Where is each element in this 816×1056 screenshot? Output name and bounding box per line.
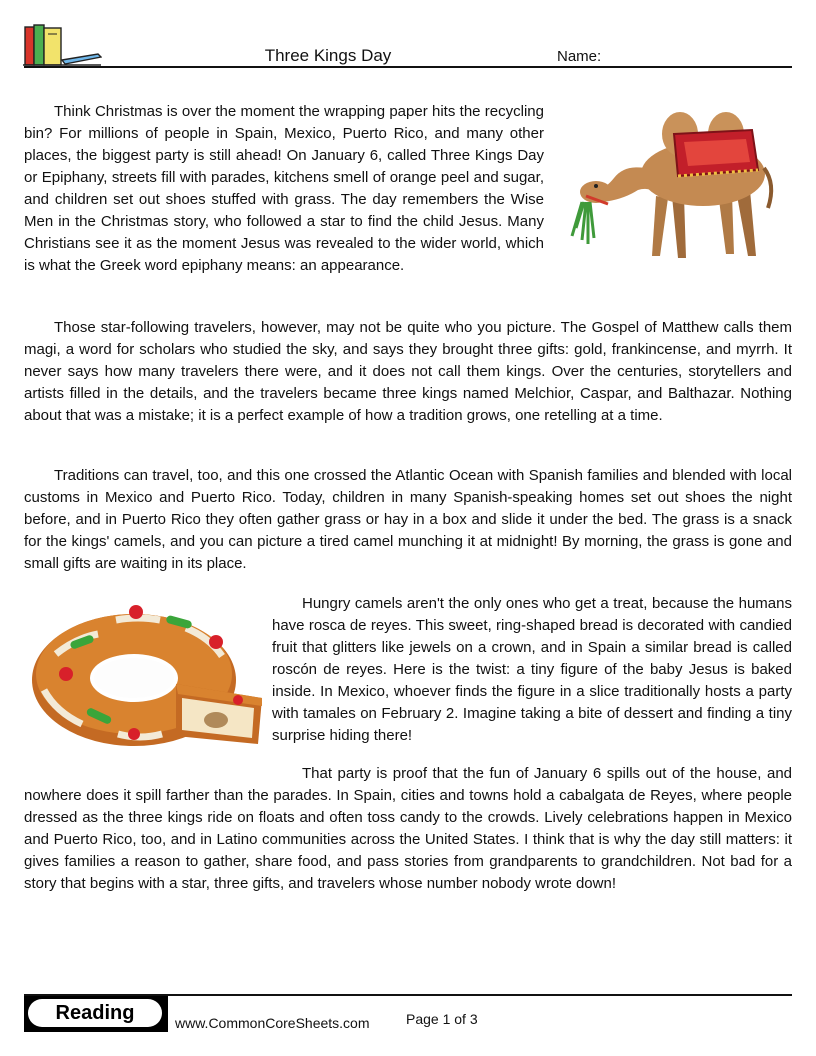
header-divider bbox=[24, 66, 792, 68]
paragraph-1: Think Christmas is over the moment the wrapping paper hits the recycling bin? For millions of people in Spain, Mexico, Puerto Rico, and many other places, the biggest party is still ahead! On January 6, called Three Kings Day or Epiphany, streets fill with parades, kitchens smell of orange peel and sugar, and children set out shoes stuffed with grass. The day remembers the Wise Men in the Christmas story, who followed a star to find the child Jesus. Many Christians see it as the moment Jesus was revealed to the wider world, which is what the Greek word epiphany means: an appearance. bbox=[24, 103, 544, 274]
reading-badge-label: Reading bbox=[28, 999, 162, 1027]
rosca-de-reyes-illustration bbox=[26, 594, 270, 762]
paragraph-4: Hungry camels aren't the only ones who get a treat, because the humans have rosca de reyes. This sweet, ring-shaped bread is decorated with candied fruit that glitters like jewels on a crown, and in Spain a similar bread is called roscón de reyes. Here is the twist: a tiny figure of the baby Jesus is baked inside. In Mexico, whoever finds the figure in a slice traditionally hosts a party with tamales on February 2. Imagine taking a bite of dessert and finding a tiny surprise hiding there! bbox=[272, 595, 792, 744]
name-label: Name: bbox=[557, 48, 602, 65]
reading-badge bbox=[24, 996, 168, 1032]
footer-url: www.CommonCoreSheets.com bbox=[175, 1015, 370, 1031]
page-title: Three Kings Day bbox=[264, 46, 392, 65]
camel-illustration bbox=[568, 104, 792, 270]
page-number: Page 1 of 3 bbox=[406, 1011, 478, 1027]
paragraph-2: Those star-following travelers, however, may not be quite who you picture. The Gospel of Matthew calls them magi, a word for scholars who studied the sky, and says they brought three gifts: gold, frankincense, and myrrh. It never says how many travelers there were, and it does not call them kings. Over the centuries, storytellers and artists filled in the details, and the travelers became three kings named Melchior, Caspar, and Balthazar. Nothing about that was a mistake; it is a perfect example of how a tradition grows, one retelling at a time. bbox=[24, 319, 792, 424]
paragraph-3: Traditions can travel, too, and this one crossed the Atlantic Ocean with Spanish families and blended with local customs in Mexico and Puerto Rico. Today, children in many Spanish-speaking homes set out shoes the night before, and in Puerto Rico they often gather grass or hay in a box and slide it under the bed. The grass is a snack for the kings' camels, and you can picture a tired camel munching it at midnight! By morning, the grass is gone and small gifts are waiting in its place. bbox=[24, 467, 792, 572]
paragraph-5: That party is proof that the fun of January 6 spills out of the house, and nowhere does it spill farther than the parades. In Spain, cities and towns hold a cabalgata de Reyes, where people dressed as the three kings ride on floats and often toss candy to the crowds. Lively celebrations happen in Mexico and Puerto Rico, too, and in Latino communities across the United States. I think that is why the day still matters: it gives families a reason to gather, share food, and pass stories from grandparents to grandchildren. Not bad for a story that begins with a star, three gifts, and travelers whose number nobody wrote down! bbox=[24, 765, 792, 892]
